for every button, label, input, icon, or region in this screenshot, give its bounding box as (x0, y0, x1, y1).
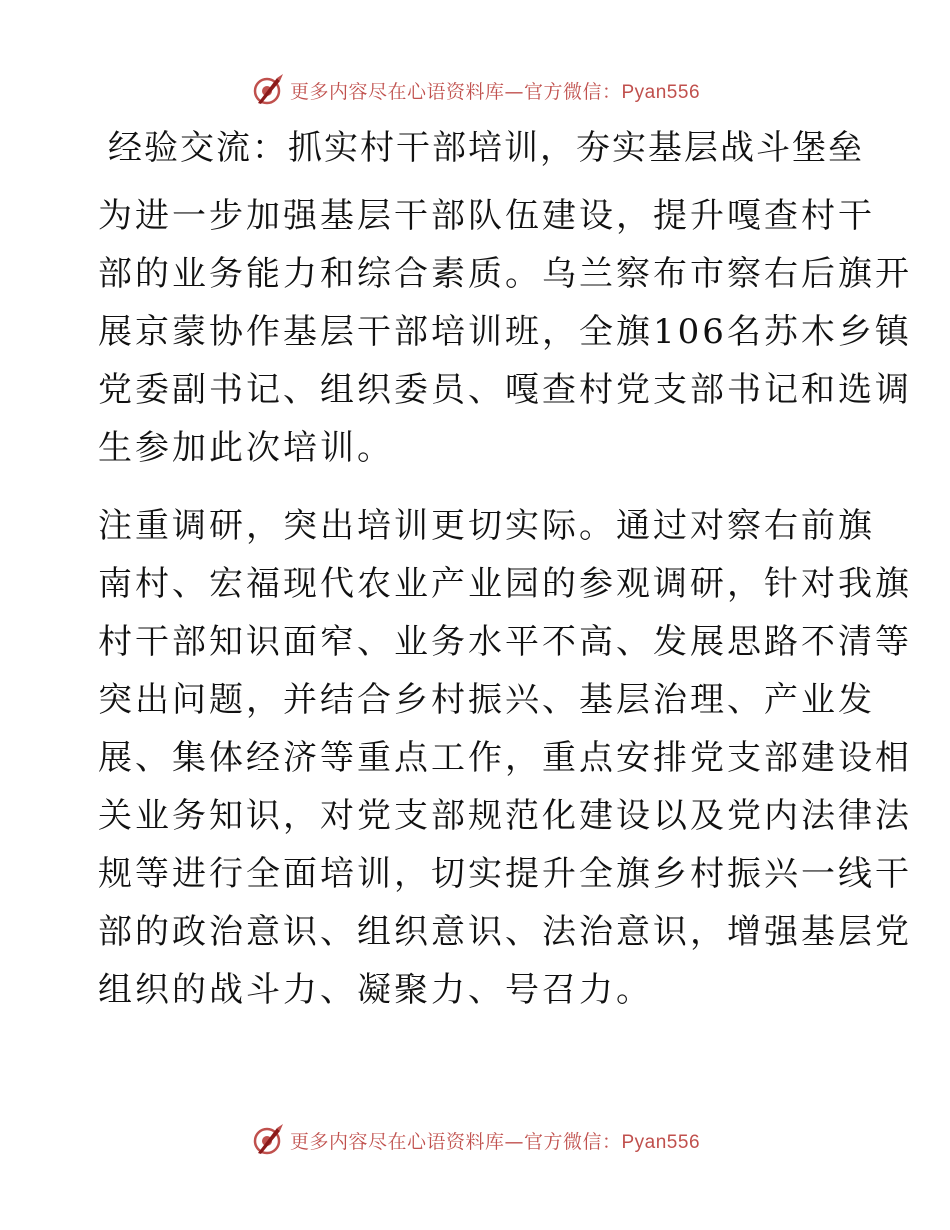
paragraph-line: 部的业务能力和综合素质。乌兰察布市察右后旗开 (98, 254, 912, 294)
wechat-id: Pyan556 (621, 1131, 701, 1153)
wechat-id: Pyan556 (621, 81, 701, 103)
paragraph-line: 展、集体经济等重点工作，重点安排党支部建设相 (98, 738, 912, 778)
paragraph-line: 关业务知识，对党支部规范化建设以及党内法律法 (98, 796, 912, 836)
banner-label: 更多内容尽在心语资料库—官方微信：Pyan556 (289, 1130, 701, 1153)
paragraph-line: 生参加此次培训。 (98, 428, 394, 468)
quill-pen-logo-icon (250, 73, 284, 107)
paragraph-line: 规等进行全面培训，切实提升全旗乡村振兴一线干 (98, 854, 912, 894)
banner-label: 更多内容尽在心语资料库—官方微信：Pyan556 (289, 80, 701, 103)
footer-banner (0, 1120, 950, 1160)
quill-pen-logo-icon (250, 1123, 284, 1157)
header-banner (0, 70, 950, 110)
paragraph-line: 为进一步加强基层干部队伍建设，提升嘎查村干 (98, 196, 875, 236)
paragraph-line: 村干部知识面窄、业务水平不高、发展思路不清等 (98, 622, 912, 662)
paragraph-line: 展京蒙协作基层干部培训班，全旗106名苏木乡镇 (98, 312, 912, 352)
paragraph-line: 南村、宏福现代农业产业园的参观调研，针对我旗 (98, 564, 912, 604)
paragraph-2 (98, 497, 912, 1019)
paragraph-line: 突出问题，并结合乡村振兴、基层治理、产业发 (98, 680, 875, 720)
paragraph-line: 注重调研，突出培训更切实际。通过对察右前旗 (98, 506, 875, 546)
paragraph-line: 组织的战斗力、凝聚力、号召力。 (98, 970, 653, 1010)
paragraph-line: 党委副书记、组织委员、嘎查村党支部书记和选调 (98, 370, 912, 410)
document-title: 经验交流：抓实村干部培训，夯实基层战斗堡垒 (108, 128, 864, 168)
paragraph-1 (98, 187, 912, 477)
paragraph-line: 部的政治意识、组织意识、法治意识，增强基层党 (98, 912, 912, 952)
